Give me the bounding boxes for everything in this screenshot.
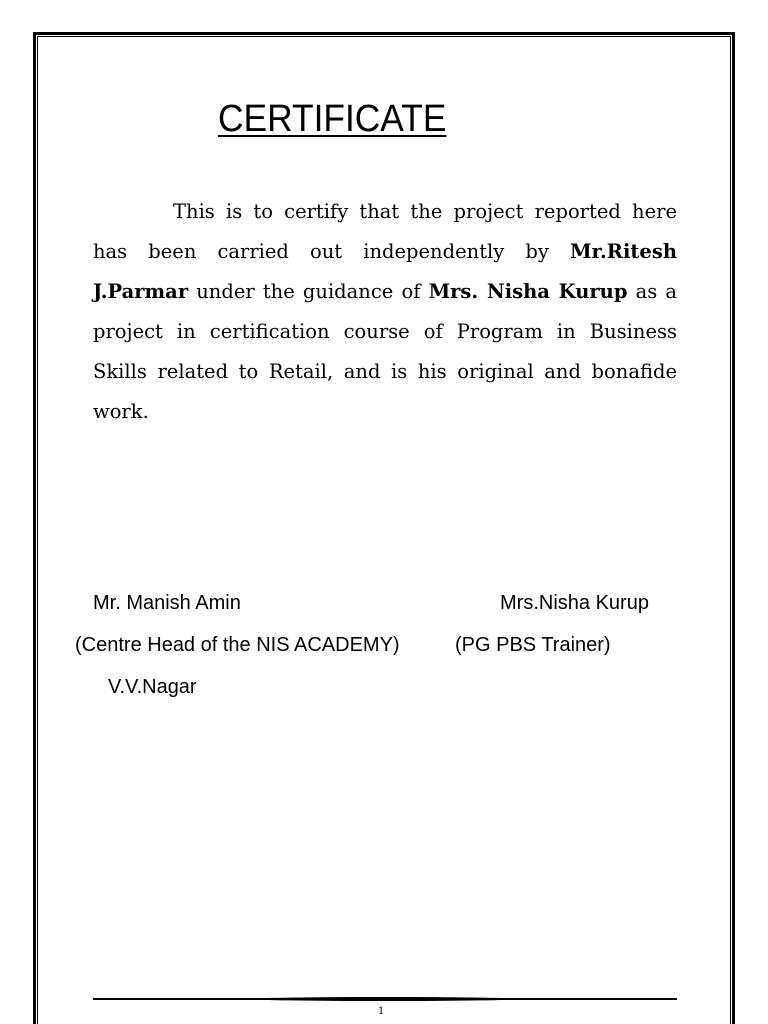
certificate-body (93, 192, 677, 432)
page-border-inner (37, 36, 731, 1024)
body-text-part3: as a project in certification course of Program in Business Skills related to Retail, and is his original and bonafide work. (93, 280, 678, 423)
page-number: 1 (378, 1006, 385, 1017)
footer-divider-accent (250, 997, 520, 1001)
student-name: Mr.Ritesh J.Parmar (93, 240, 677, 303)
left-signatory-role: (Centre Head of the NIS ACADEMY) (75, 634, 400, 656)
right-signatory-name: Mrs.Nisha Kurup (500, 592, 649, 614)
right-signatory-role: (PG PBS Trainer) (455, 634, 611, 656)
certificate-title: CERTIFICATE (218, 98, 447, 140)
body-text-part1: This is to certify that the project reported here has been carried out independently by (93, 200, 677, 263)
body-text-part2: under the guidance of (188, 280, 429, 303)
guide-name: Mrs. Nisha Kurup (428, 280, 628, 303)
left-signatory-name: Mr. Manish Amin (93, 592, 241, 614)
left-signatory-place: V.V.Nagar (108, 676, 197, 698)
